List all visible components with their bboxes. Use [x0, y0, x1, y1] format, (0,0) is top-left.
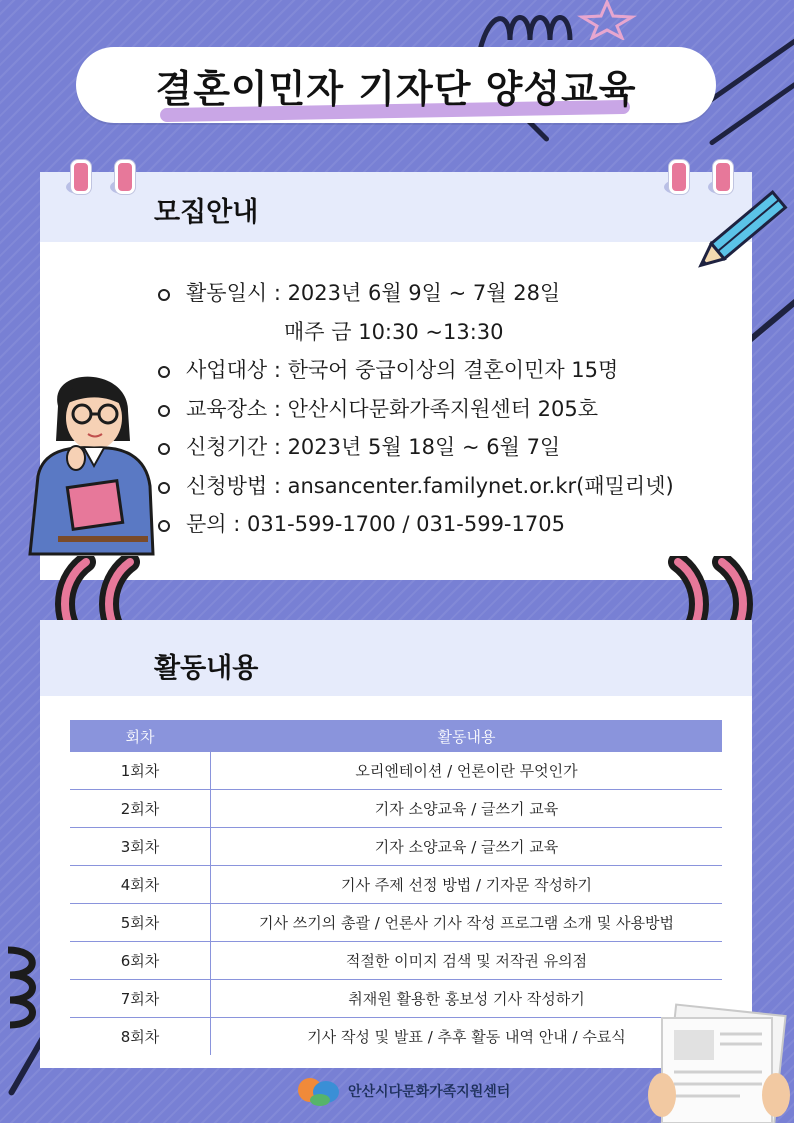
info-item-schedule-time: 매주 금 10:30 ~13:30 — [284, 319, 504, 344]
table-row — [70, 790, 722, 828]
logo-mark-icon — [296, 1074, 342, 1108]
content-cell: 기사 주제 선정 방법 / 기자문 작성하기 — [211, 866, 723, 904]
binder-ring — [669, 160, 689, 194]
table-header-row — [70, 720, 722, 752]
recruit-info-list — [156, 274, 756, 544]
title-banner — [76, 47, 716, 123]
info-item-target: 사업대상 : 한국어 중급이상의 결혼이민자 15명 — [156, 351, 756, 390]
table-row — [70, 980, 722, 1018]
binder-ring — [71, 160, 91, 194]
newspaper-illustration — [640, 1000, 794, 1123]
table-row — [70, 866, 722, 904]
org-logo — [296, 1074, 510, 1108]
woman-reading-illustration — [18, 366, 168, 556]
content-cell: 취재원 활용한 홍보성 기사 작성하기 — [211, 980, 723, 1018]
content-cell: 적절한 이미지 검색 및 저작권 유의점 — [211, 942, 723, 980]
info-item-location: 교육장소 : 안산시다문화가족지원센터 205호 — [156, 390, 756, 429]
table-row — [70, 828, 722, 866]
session-cell: 4회차 — [70, 866, 211, 904]
session-cell: 3회차 — [70, 828, 211, 866]
table-row — [70, 942, 722, 980]
recruit-header — [40, 172, 752, 242]
star-doodle — [572, 0, 642, 40]
session-cell: 2회차 — [70, 790, 211, 828]
table-row — [70, 752, 722, 790]
session-cell: 1회차 — [70, 752, 211, 790]
column-header-session: 회차 — [70, 720, 211, 752]
page-title: 결혼이민자 기자단 양성교육 — [155, 66, 637, 111]
session-cell: 7회차 — [70, 980, 211, 1018]
recruit-heading: 모집안내 — [154, 197, 259, 228]
table-row — [70, 904, 722, 942]
org-name: 안산시다문화가족지원센터 — [348, 1084, 511, 1100]
binder-ring — [115, 160, 135, 194]
session-cell: 5회차 — [70, 904, 211, 942]
content-cell: 기사 작성 및 발표 / 추후 활동 내역 안내 / 수료식 — [307, 1028, 626, 1046]
info-item-period: 신청기간 : 2023년 5월 18일 ~ 6월 7일 — [156, 428, 756, 467]
session-cell: 6회차 — [70, 942, 211, 980]
info-item-schedule: 활동일시 : 2023년 6월 9일 ~ 7월 28일 — [156, 274, 756, 313]
info-item-contact: 문의 : 031-599-1700 / 031-599-1705 — [156, 505, 756, 544]
info-item-method: 신청방법 : ansancenter.familynet.or.kr(패밀리넷) — [156, 467, 756, 506]
content-cell: 기자 소양교육 / 글쓰기 교육 — [211, 828, 723, 866]
activity-header — [40, 620, 752, 696]
activity-heading: 활동내용 — [154, 653, 259, 684]
table-row — [70, 1018, 722, 1056]
content-cell: 오리엔테이션 / 언론이란 무엇인가 — [211, 752, 723, 790]
session-cell: 8회차 — [70, 1018, 211, 1056]
activity-table — [70, 720, 722, 1055]
content-cell: 기사 쓰기의 총괄 / 언론사 기사 작성 프로그램 소개 및 사용방법 — [211, 904, 723, 942]
pencil-icon — [692, 180, 794, 280]
content-cell: 기자 소양교육 / 글쓰기 교육 — [211, 790, 723, 828]
column-header-content: 활동내용 — [211, 720, 723, 752]
